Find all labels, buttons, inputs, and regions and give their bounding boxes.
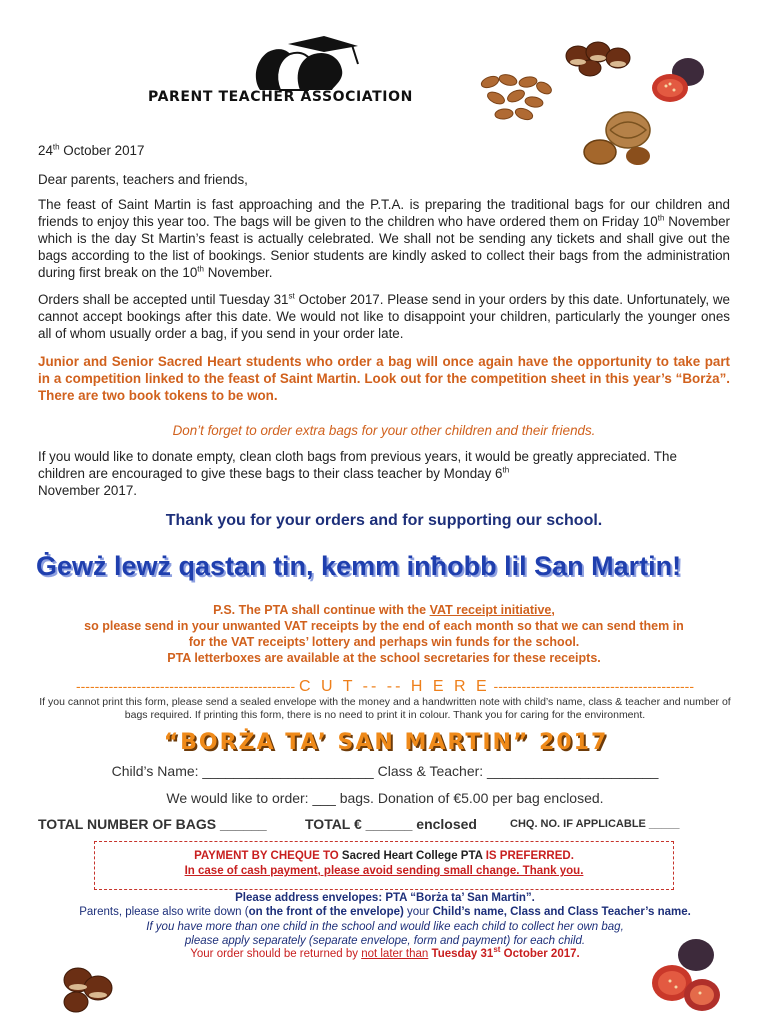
ps-block: P.S. The PTA shall continue with the VAT receipt initiative, so please send in your unwanted VAT receipts by the end of each month so that we can send them in for the VAT receipts’ lottery and perhaps win funds for the school. PTA letterboxes are available at the school secretaries for these receipts.	[84, 603, 684, 665]
parents-note: Parents, please also write down (on the front of the envelope) your Child’s name, Class and Class Teacher’s name.	[79, 906, 691, 918]
paragraph-orders: Orders shall be accepted until Tuesday 31st October 2017. Please send in your orders by this date. Unfortunately, we cannot accept bookings after this date. We would not like to disappoint your children, particularly the younger ones all of whom usually order a bag, if you send in your order late.	[38, 291, 730, 341]
reminder-note: Don’t forget to order extra bags for your other children and their friends.	[172, 423, 596, 438]
child-class-field[interactable]: Child’s Name: ______________________ Class & Teacher: ______________________	[111, 763, 659, 779]
address-note: Please address envelopes: PTA “Borża ta’ San Martin”.	[235, 892, 535, 904]
greeting: Dear parents, teachers and friends,	[38, 172, 248, 187]
cut-line: ----------------------------------------------- C U T -- -- H E R E -------------------------------------------	[75, 678, 695, 695]
paragraph-feast: The feast of Saint Martin is fast approaching and the P.T.A. is preparing the traditional bags for our children and friends to enjoy this year too. The bags will be given to the children who have ordered them on Friday 10th November which is the day St Martin’s feast is actually celebrated. We shall not be sending any tickets and shall give out the bags according to the list of bookings. Senior students are kindly asked to collect their bags from the administration during first break on the 10th November.	[38, 197, 730, 280]
paragraph-competition: Junior and Senior Sacred Heart students who order a bag will once again have the opportunity to take part in a competition linked to the feast of Saint Martin. Look out for the competition sheet in this year’s “Borża”. There are two book tokens to be won.	[38, 354, 730, 403]
payment-note: PAYMENT BY CHEQUE TO Sacred Heart College PTA IS PREFERRED. In case of cash payment, please avoid sending small change. Thank you.	[184, 850, 584, 877]
maltese-rhyme: Ġewż lewż qastan tin, kemm inħobb lil San Martin!	[36, 551, 682, 581]
thank-you-heading: Thank you for your orders and for supporting our school.	[165, 512, 603, 529]
return-deadline: Your order should be returned by not later than Tuesday 31st October 2017.	[190, 945, 580, 960]
almonds-icon	[476, 68, 556, 124]
multiple-children-note: If you have more than one child in the school and would like each child to collect her own bag, please apply separately (separate envelope, form and payment) for each child.	[146, 921, 624, 947]
cheque-number-field[interactable]: CHQ. NO. IF APPLICABLE _____	[510, 818, 680, 830]
vat-initiative-link: VAT receipt initiative	[429, 603, 552, 617]
logo-title: PARENT TEACHER ASSOCIATION	[148, 89, 413, 105]
figs-icon	[648, 54, 708, 106]
cut-note: If you cannot print this form, please send a sealed envelope with the money and a handwritten note with child’s name, class & teacher and number of bags required. If printing this form, there is no need to print it in colour. Thank you for caring for the environment.	[39, 696, 731, 721]
walnuts-icon	[580, 106, 664, 170]
chestnuts-icon	[564, 38, 636, 78]
chestnuts-bottom-icon	[56, 960, 120, 1020]
order-line[interactable]: We would like to order: ___ bags. Donation of €5.00 per bag enclosed.	[166, 790, 604, 806]
total-bags-field[interactable]: TOTAL NUMBER OF BAGS ______	[38, 816, 267, 832]
letter-date: 24th October 2017	[38, 142, 145, 158]
paragraph-donate: If you would like to donate empty, clean cloth bags from previous years, it would be greatly appreciated. The children are encouraged to give these bags to their class teacher by Monday 6th November 2017.	[38, 449, 677, 498]
total-euro-field[interactable]: TOTAL € ______ enclosed	[305, 816, 477, 832]
form-title: “BORŻA TA’ SAN MARTIN” 2017	[163, 730, 609, 755]
